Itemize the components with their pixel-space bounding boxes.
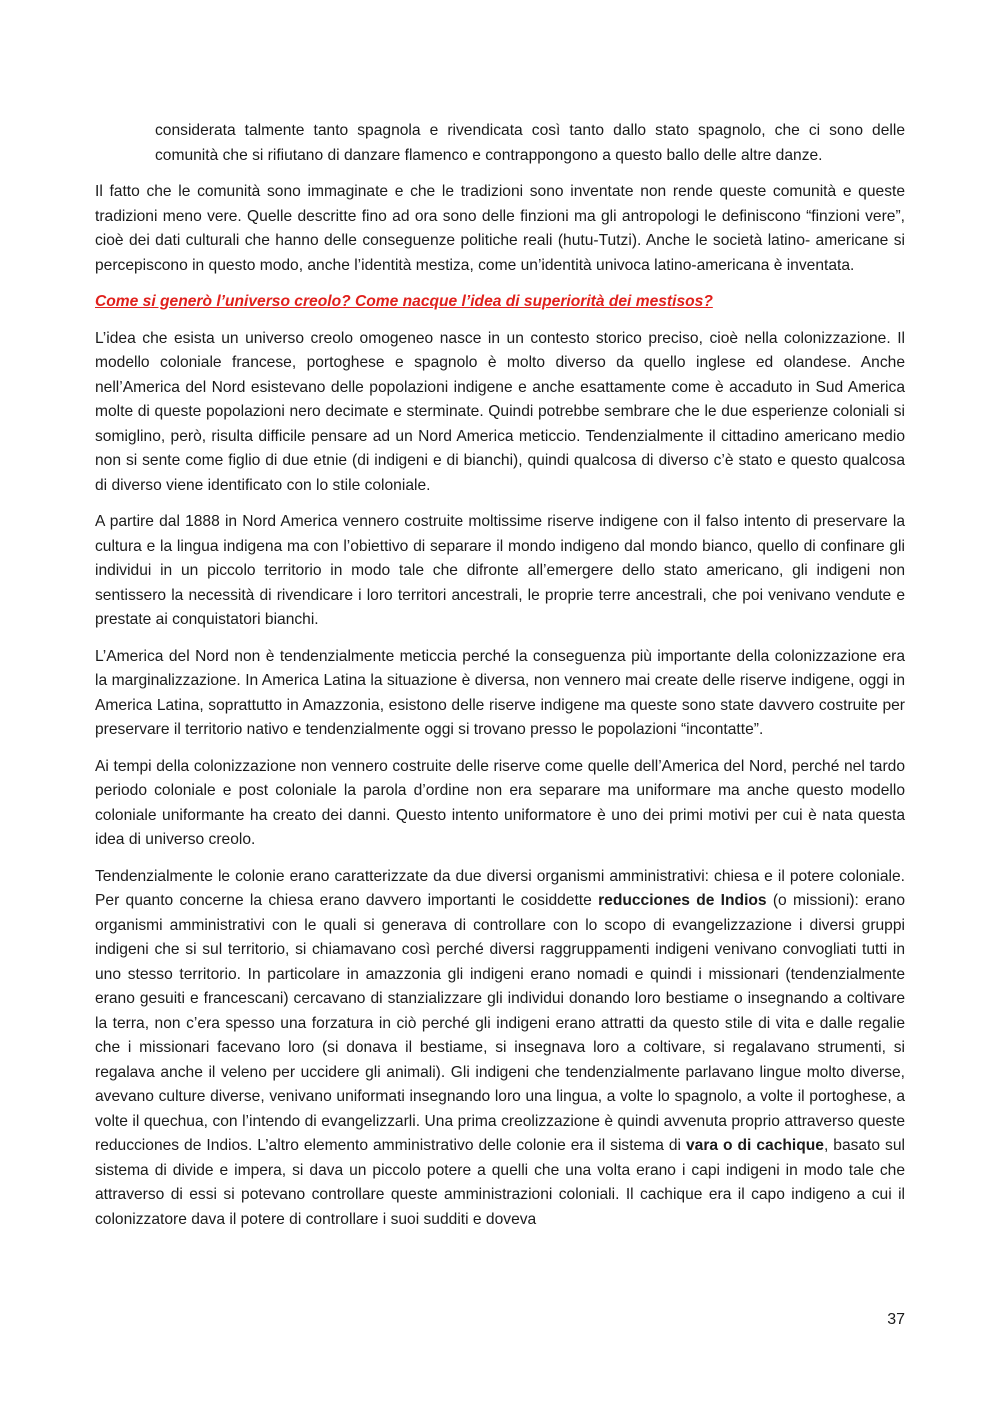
paragraph-continuation: considerata talmente tanto spagnola e rivendicata così tanto dallo stato spagnolo, che ci sono delle comunità che si rifiutano di danzare flamenco e contrappongono a questo ballo delle altre danze. (155, 122, 905, 164)
bold-term-reducciones: reducciones de Indios (598, 892, 767, 909)
paragraph-north-america-reserves: A partire dal 1888 in Nord America vennero costruite moltissime riserve indigene con il falso intento di preservare la cultura e la lingua indigena ma con l’obiettivo di separare il mondo indigeno dal mondo bianco, quello di confinare gli individui in un piccolo territorio in modo tale che difronte all’emergere dello stato americano, gli indigeni non sentissero la necessità di rivendicare i loro territori ancestrali, le proprie terre ancestrali, che poi venivano vendute e prestate ai conquistatori bianchi. (95, 513, 905, 628)
paragraph-invented-communities: Il fatto che le comunità sono immaginate e che le tradizioni sono inventate non rende queste comunità e queste tradizioni meno vere. Quelle descritte fino ad ora sono delle finzioni ma gli antropologi le definiscono “finzioni vere”, cioè dei dati culturali che hanno delle conseguenze politiche reali (hutu-Tutzi). Anche le società latino- americane si percepiscono in questo modo, anche l’identità mestiza, come un’identità univoca latino-americana è inventata. (95, 183, 905, 274)
paragraph-marginalization: L’America del Nord non è tendenzialmente meticcia perché la conseguenza più importante della colonizzazione era la marginalizzazione. In America Latina la situazione è diversa, non vennero mai create delle riserve indigene, oggi in America Latina, soprattutto in Amazzonia, esistono delle riserve indigene ma queste sono state davvero costruite per preservare il territorio nativo e tendenzialmente oggi si trovano presso le popolazioni “incontatte”. (95, 647, 905, 738)
paragraph-text: Tendenzialmente le colonie erano caratterizzate da due diversi organismi amministrativi: chiesa e il potere coloniale. Per quanto concerne la chiesa erano davvero importanti le cosiddette (95, 867, 905, 909)
paragraph-uniformity: Ai tempi della colonizzazione non vennero costruite delle riserve come quelle dell’America del Nord, perché nel tardo periodo coloniale e post coloniale la parola d’ordine non era separare ma uniformare ma anche questo modello coloniale uniformante ha creato dei danni. Questo intento uniformatore è uno dei primi motivi per cui è nata questa idea di universo creolo. (95, 757, 905, 848)
paragraph-text: , basato sul sistema di divide e impera, si dava un piccolo potere a quelli che una volta erano i capi indigeni in modo tale che attraverso di essi si potevano controllare queste amministrazioni coloniali. Il cachique era il capo indigeno a cui il colonizzatore dava il potere di controllare i suoi sudditi e doveva (95, 1137, 905, 1228)
paragraph-creole-universe: L’idea che esista un universo creolo omogeneo nasce in un contesto storico preciso, cioè nella colonizzazione. Il modello coloniale francese, portoghese e spagnolo è molto diverso da quello inglese ed olandese. Anche nell’America del Nord esistevano delle popolazioni indigene e anche esattamente come è accaduto in Sud America molte di queste popolazioni nero decimate e sterminate. Quindi potrebbe sembrare che le due esperienze coloniali si somiglino, però, risulta difficile pensare ad un Nord America meticcio. Tendenzialmente il cittadino americano medio non si sente come figlio di due etnie (di indigeni e di bianchi), quindi qualcosa di diverso c’è stato e questo qualcosa di diverso viene identificato con lo stile coloniale. (95, 329, 905, 494)
paragraph-administrative-bodies (95, 865, 905, 1233)
section-heading: Come si generò l’universo creolo? Come nacque l’idea di superiorità dei mestisos? (95, 293, 713, 310)
page-body (95, 119, 905, 1244)
page-number: 37 (887, 1311, 905, 1328)
paragraph-text: (o missioni): erano organismi amministrativi con le quali si generava di controllare con lo scopo di evangelizzazione i diversi gruppi indigeni che si sul territorio, si chiamavano così perché diversi raggruppamenti indigeni venivano convogliati tutti in uno stesso territorio. In particolare in amazzonia gli indigeni erano nomadi e quindi i missionari (tendenzialmente erano gesuiti e francescani) cercavano di stanzializzare gli individui donando loro bestiame o insegnando a coltivare la terra, non c’era spesso una forzatura in ciò perché gli indigeni erano attratti da questo stile di vita e dalle regalie che i missionari facevano loro (si donava il bestiame, si insegnava loro a coltivare, si regalavano strumenti, si regalava anche il veleno per uccidere gli animali). Gli indigeni che tendenzialmente parlavano lingue molto diverse, avevano culture diverse, venivano uniformati insegnando loro una lingua, a volte lo spagnolo, a volte il portoghese, a volte il quechua, con l’intendo di evangelizzarli. Una prima creolizzazione è quindi avvenuta proprio attraverso queste reducciones de Indios. L’altro elemento amministrativo delle colonie era il sistema di (95, 892, 905, 1154)
bold-term-vara: vara o di cachique (685, 1137, 824, 1154)
